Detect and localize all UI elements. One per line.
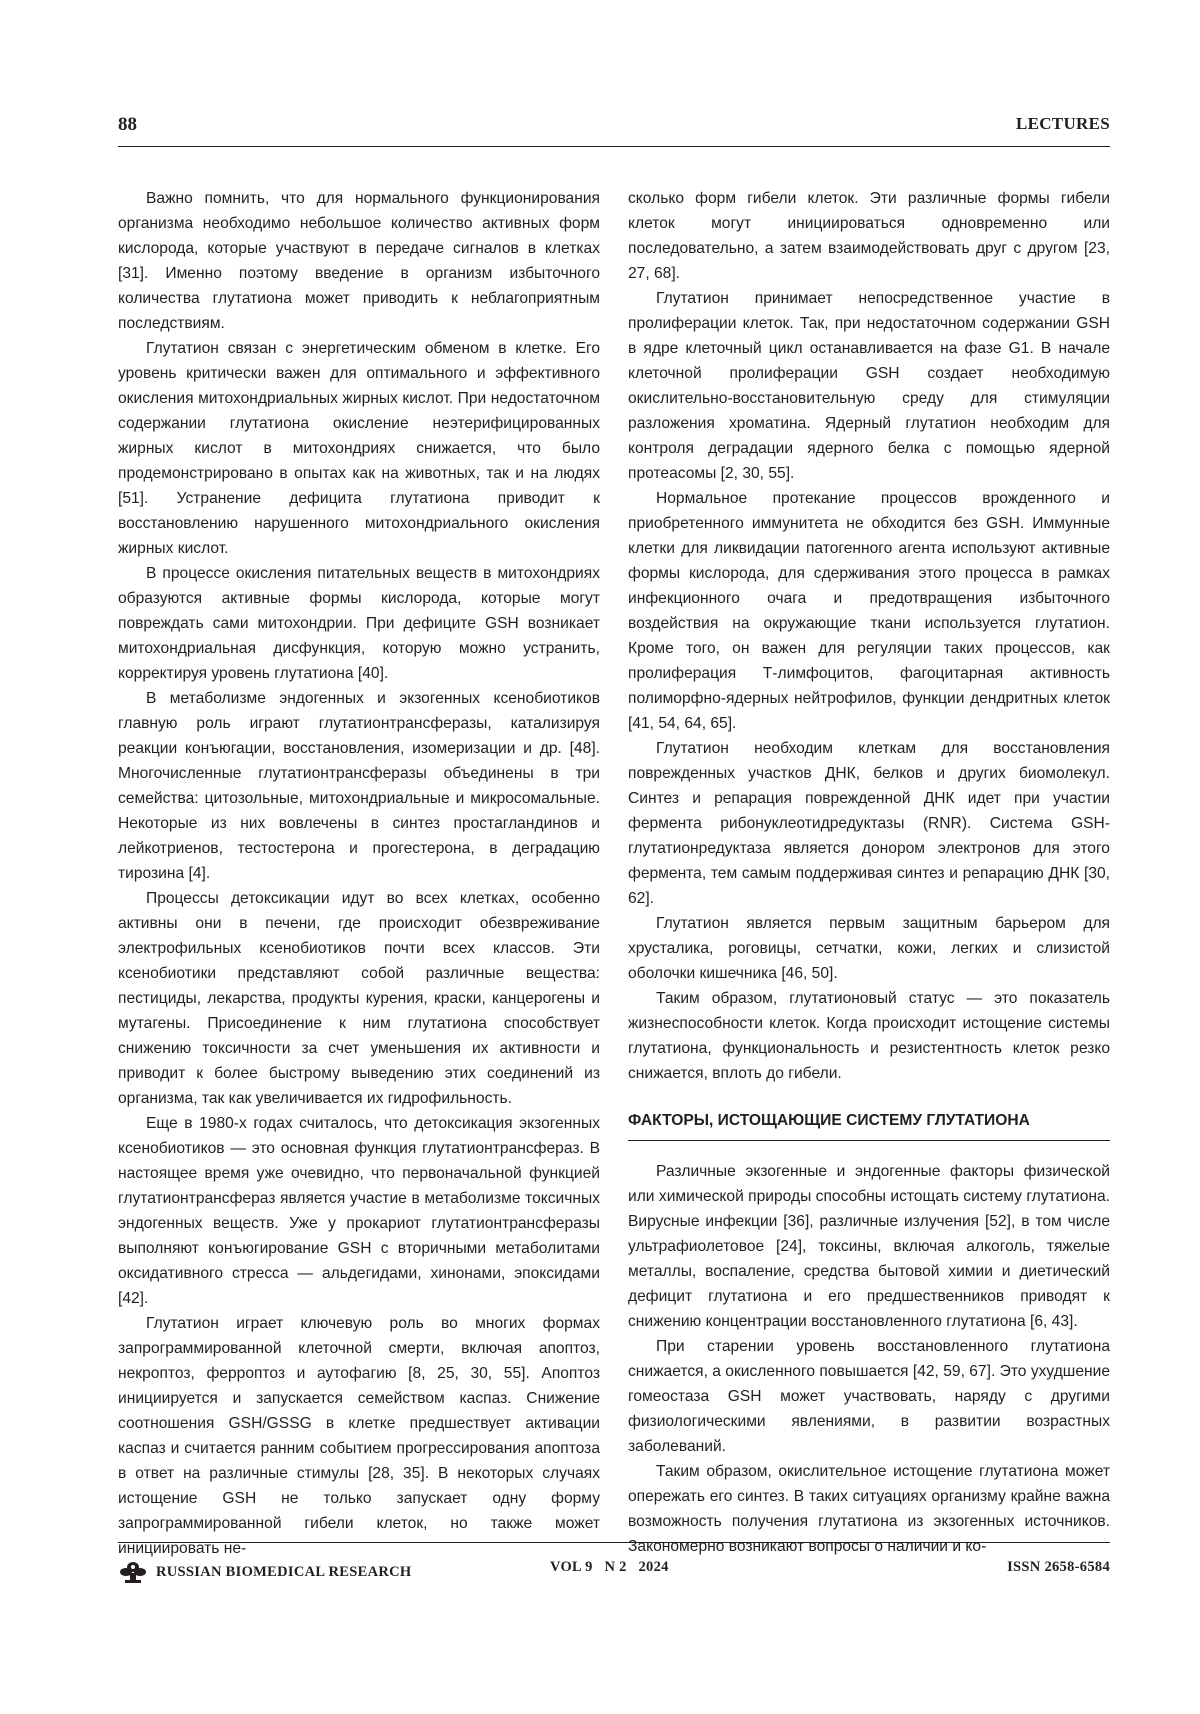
- paragraph: Еще в 1980-х годах считалось, что детоксикация экзогенных ксенобиотиков — это основная функция глутатионтрансфераз. В настоящее время уже очевидно, что первоначальной функцией глутатионтрансфераз является участие в метаболизме токсичных эндогенных веществ. Уже у прокариот глутатионтрансферазы выполняют конъюгирование GSH с вторичными метаболитами оксидативного стресса — альдегидами, хинонами, эпоксидами [42].: [118, 1115, 600, 1307]
- paragraph-continued: сколько форм гибели клеток. Эти различные формы гибели клеток могут инициироваться одновременно или последовательно, а затем взаимодействовать друг с другом [23, 27, 68].: [628, 190, 1110, 282]
- journal-emblem-icon: [118, 1559, 148, 1585]
- paragraph: В метаболизме эндогенных и экзогенных ксенобиотиков главную роль играют глутатионтрансферазы, катализируя реакции конъюгации, восстановления, изомеризации и др. [48]. Многочисленные глутатионтрансферазы объединены в три семейства: цитозольные, митохондриальные и микросомальные. Некоторые из них вовлечены в синтез простагландинов и лейкотриенов, тестостерона и прогестерона, в деградацию тирозина [4].: [118, 690, 600, 882]
- journal-title: [118, 1559, 411, 1585]
- paragraph: Таким образом, окислительное истощение глутатиона может опережать его синтез. В таких ситуациях организму крайне важна возможность получения глутатиона из экзогенных источников. Закономерно возникают вопросы о наличии и ко-: [628, 1463, 1110, 1555]
- paragraph: В процессе окисления питательных веществ в митохондриях образуются активные формы кислорода, которые могут повреждать сами митохондрии. При дефиците GSH возникает митохондриальная дисфункция, которую можно устранить, корректируя уровень глутатиона [40].: [118, 565, 600, 682]
- page-header: [118, 108, 1110, 147]
- section-heading: ФАКТОРЫ, ИСТОЩАЮЩИЕ СИСТЕМУ ГЛУТАТИОНА: [628, 1110, 1110, 1141]
- paragraph: Глутатион играет ключевую роль во многих формах запрограммированной клеточной смерти, включая апоптоз, некроптоз, ферроптоз и аутофагию [8, 25, 30, 55]. Апоптоз инициируется и запускается семейством каспаз. Снижение соотношения GSH/GSSG в клетке предшествует активации каспаз и считается ранним событием прогрессирования апоптоза в ответ на различные стимулы [28, 35]. В некоторых случаях истощение GSH не только запускает одну форму запрограммированной гибели клеток, но также может инициировать не-: [118, 1315, 600, 1557]
- section-label: LECTURES: [1015, 114, 1110, 133]
- paragraph: Различные экзогенные и эндогенные факторы физической или химической природы способны истощать систему глутатиона. Вирусные инфекции [36], различные излучения [52], в том числе ультрафиолетовое [24], токсины, включая алкоголь, тяжелые металлы, воспаление, средства бытовой химии и диетический дефицит глутатиона и его предшественников приводят к снижению концентрации восстановленного глутатиона [6, 43].: [628, 1163, 1110, 1330]
- paragraph: Важно помнить, что для нормального функционирования организма необходимо небольшое количество активных форм кислорода, которые участвуют в передаче сигналов в клетках [31]. Именно поэтому введение в организм избыточного количества глутатиона может приводить к неблагоприятным последствиям.: [118, 190, 600, 332]
- page-number: 88: [118, 114, 137, 135]
- paragraph: Глутатион принимает непосредственное участие в пролиферации клеток. Так, при недостаточном содержании GSH в ядре клеточный цикл останавливается на фазе G1. В начале клеточной пролиферации GSH создает необходимую окислительно-восстановительную среду для стимуляции разложения хроматина. Ядерный глутатион необходим для контроля деградации ядерного белка с помощью ядерной протеасомы [2, 30, 55].: [628, 290, 1110, 482]
- paragraph: Глутатион необходим клеткам для восстановления поврежденных участков ДНК, белков и других биомолекул. Синтез и репарация поврежденной ДНК идет при участии фермента рибонуклеотидредуктазы (RNR). Система GSH-глутатионредуктаза является донором электронов для этого фермента, тем самым поддерживая синтез и репарацию ДНК [30, 62].: [628, 740, 1110, 907]
- journal-name: RUSSIAN BIOMEDICAL RESEARCH: [156, 1563, 412, 1580]
- page-footer: [118, 1542, 1110, 1583]
- paragraph: Таким образом, глутатионовый статус — это показатель жизнеспособности клеток. Когда происходит истощение системы глутатиона, функциональность и резистентность клеток резко снижается, вплоть до гибели.: [628, 990, 1110, 1082]
- paragraph: При старении уровень восстановленного глутатиона снижается, а окисленного повышается [42, 59, 67]. Это ухудшение гомеостаза GSH может участвовать, наряду с другими физиологическими явлениями, в развитии возрастных заболеваний.: [628, 1338, 1110, 1455]
- paragraph: Глутатион связан с энергетическим обменом в клетке. Его уровень критически важен для оптимального и эффективного окисления митохондриальных жирных кислот. При недостаточном содержании глутатиона окисление неэтерифицированных жирных кислот в митохондриях снижается, что было продемонстрировано в опытах как на животных, так и на людях [51]. Устранение дефицита глутатиона приводит к восстановлению нарушенного митохондриального окисления жирных кислот.: [118, 340, 600, 557]
- issn: ISSN 2658-6584: [1007, 1559, 1110, 1575]
- paragraph: Нормальное протекание процессов врожденного и приобретенного иммунитета не обходится без GSH. Иммунные клетки для ликвидации патогенного агента используют активные формы кислорода, для сдерживания этого процесса в рамках инфекционного очага и предотвращения избыточного воздействия на окружающие ткани используется глутатион. Кроме того, он важен для регуляции таких процессов, как пролиферация Т-лимфоцитов, фагоцитарная активность полиморфно-ядерных нейтрофилов, функции дендритных клеток [41, 54, 64, 65].: [628, 490, 1110, 732]
- volume-issue: VOL 9 N 2 2024: [550, 1559, 669, 1575]
- paragraph: Процессы детоксикации идут во всех клетках, особенно активны они в печени, где происходит обезвреживание электрофильных ксенобиотиков почти всех классов. Эти ксенобиотики представляют собой различные вещества: пестициды, лекарства, продукты курения, краски, канцерогены и мутагены. Присоединение к ним глутатиона способствует снижению токсичности за счет уменьшения их активности и приводит к более быстрому выведению этих соединений из организма, так как увеличивается их гидрофильность.: [118, 890, 600, 1107]
- right-column: [628, 186, 1110, 1559]
- left-column: [118, 186, 600, 1561]
- article-body: [118, 186, 1110, 1557]
- paragraph: Глутатион является первым защитным барьером для хрусталика, роговицы, сетчатки, кожи, легких и слизистой оболочки кишечника [46, 50].: [628, 915, 1110, 982]
